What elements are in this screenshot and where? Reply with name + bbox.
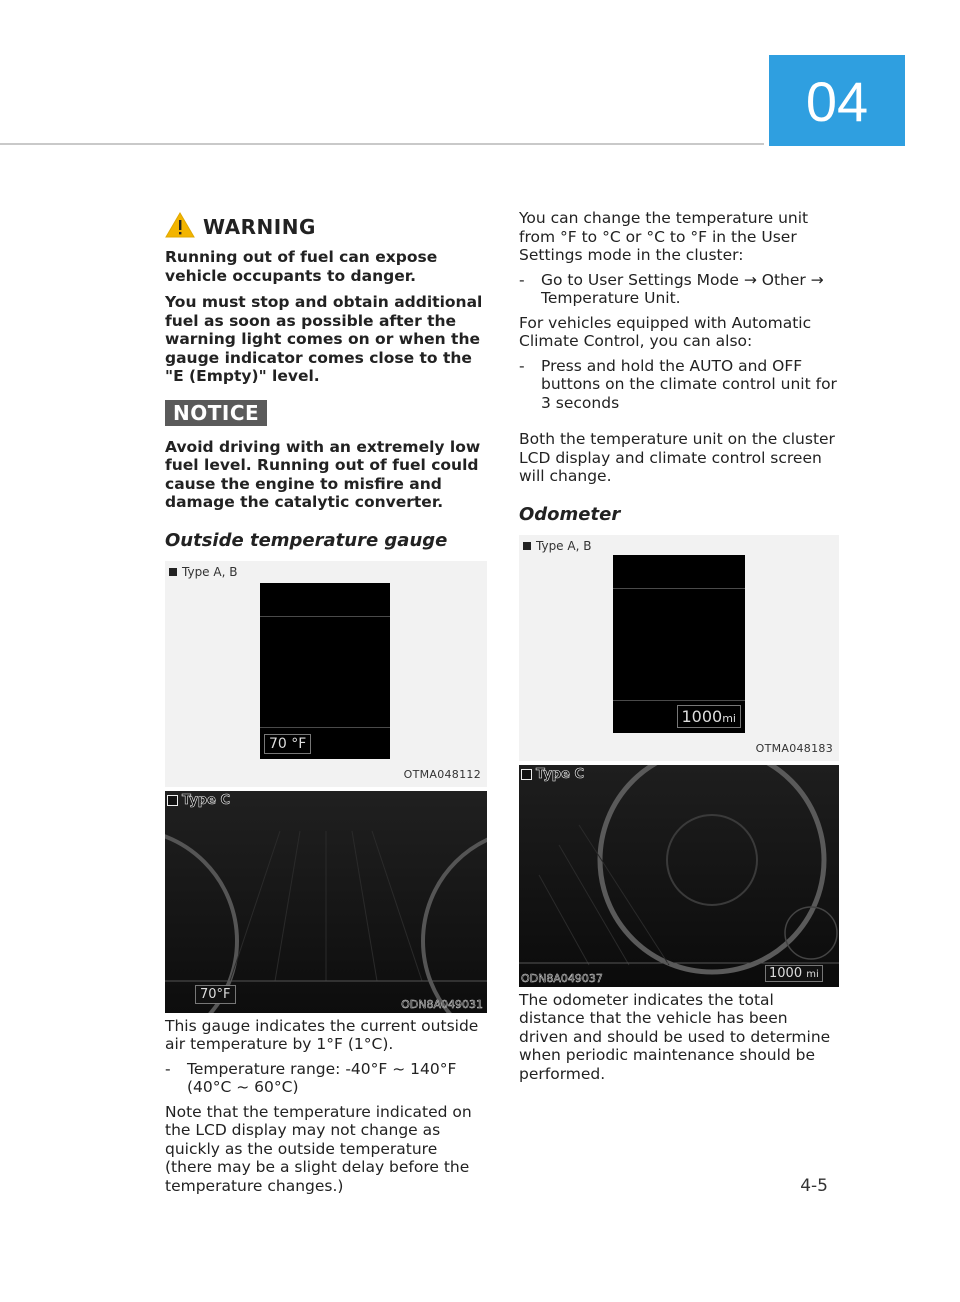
bullet-dash: - — [519, 270, 525, 289]
figure-label-text: Type C — [182, 792, 230, 808]
page-number: 4-5 — [800, 1176, 828, 1196]
bullet-item — [519, 357, 839, 413]
warning-paragraph-1: Running out of fuel can expose vehicle occupants to danger. — [165, 248, 438, 285]
figure-code: OTMA048112 — [403, 767, 481, 781]
figure-label — [169, 565, 237, 579]
odometer-unit: mi — [806, 968, 819, 980]
chapter-tab: 04 — [769, 55, 905, 146]
lcd-display — [613, 555, 745, 733]
body-paragraph-4: The odometer indicates the total distance that the vehicle has been driven and should be used to determine when periodic maintenance should be performed. — [519, 990, 831, 1083]
figure-label — [167, 793, 230, 808]
body-paragraph-1: You can change the temperature unit from °F to °C or °C to °F in the User Settings mode in the cluster: — [519, 209, 809, 264]
bullet-dash: - — [519, 356, 525, 375]
notice-badge: NOTICE — [165, 400, 267, 426]
odometer-readout — [765, 965, 823, 982]
figure-label-text: Type A, B — [536, 538, 592, 553]
notice-paragraph: Avoid driving with an extremely low fuel level. Running out of fuel could cause the engine to misfire and damage the catalytic converter. — [165, 437, 481, 511]
warning-paragraph-2: You must stop and obtain additional fuel as soon as possible after the warning light comes on or when the gauge indicator comes close to the "E (Empty)" level. — [165, 293, 483, 385]
body-paragraph-1: This gauge indicates the current outside air temperature by 1°F (1°C). — [165, 1016, 479, 1053]
figure-label-text: Type C — [536, 766, 584, 782]
warning-triangle-icon — [165, 212, 195, 242]
lcd-divider — [613, 588, 745, 589]
body-paragraph-3: Both the temperature unit on the cluster LCD display and climate control screen will change. — [519, 430, 835, 485]
square-outline-icon — [521, 769, 532, 780]
odometer-value: 1000 — [681, 706, 723, 726]
odometer-readout — [677, 705, 742, 728]
figure-temp-type-c — [165, 791, 487, 1013]
temperature-readout: 70°F — [195, 985, 236, 1004]
right-column — [519, 209, 839, 1089]
body-paragraph-2: For vehicles equipped with Automatic Climate Control, you can also: — [519, 313, 812, 350]
figure-odometer-type-ab — [519, 535, 839, 761]
figure-odometer-type-c — [519, 765, 839, 987]
warning-title: WARNING — [203, 215, 316, 239]
lcd-divider — [613, 700, 745, 701]
bullet-text: Temperature range: -40°F ~ 140°F (40°C ~ 60°C) — [187, 1059, 457, 1096]
square-bullet-icon — [169, 568, 177, 576]
figure-temp-type-ab — [165, 561, 487, 787]
bullet-item — [519, 271, 839, 308]
lcd-divider — [260, 616, 390, 617]
odometer-value: 1000 — [769, 965, 803, 981]
temperature-readout: 70 °F — [264, 734, 311, 754]
square-outline-icon — [167, 795, 178, 806]
figure-label — [521, 767, 584, 782]
figure-label-text: Type A, B — [182, 564, 238, 579]
odometer-unit: mi — [722, 711, 736, 725]
lcd-display — [260, 583, 390, 759]
body-paragraph-2: Note that the temperature indicated on the LCD display may not change as quickly as the outside temperature (there may be a slight delay before the temperature changes.) — [165, 1102, 472, 1195]
header-divider — [0, 143, 764, 145]
warning-heading — [165, 212, 487, 242]
left-column — [165, 212, 487, 1201]
cluster-illustration — [519, 765, 839, 987]
figure-label — [523, 539, 591, 553]
figure-code: ODN8A049037 — [521, 971, 603, 985]
figure-code: ODN8A049031 — [401, 997, 483, 1011]
bullet-text: Go to User Settings Mode → Other → Temperature Unit. — [541, 270, 824, 307]
bullet-dash: - — [165, 1059, 171, 1078]
lcd-divider — [260, 727, 390, 728]
bullet-item — [165, 1060, 487, 1097]
bullet-text: Press and hold the AUTO and OFF buttons on the climate control unit for 3 seconds — [541, 356, 837, 412]
square-bullet-icon — [523, 542, 531, 550]
section-title-odometer: Odometer — [519, 503, 621, 525]
section-title-outside-temperature: Outside temperature gauge — [165, 529, 448, 551]
cluster-illustration — [165, 791, 487, 1013]
figure-code: OTMA048183 — [755, 741, 833, 755]
